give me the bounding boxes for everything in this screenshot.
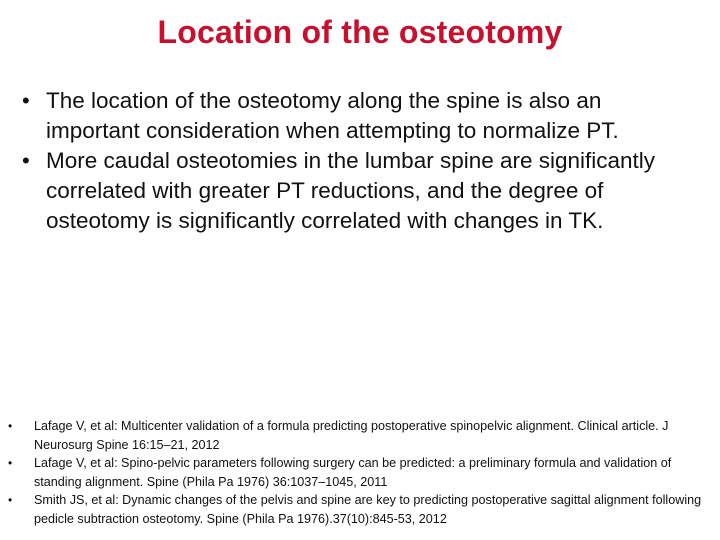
bullet-text: The location of the osteotomy along the spine is also an important consideration when attempting to normalize PT. bbox=[46, 88, 619, 143]
reference-item bbox=[8, 417, 708, 454]
reference-text: Lafage V, et al: Spino-pelvic parameters following surgery can be predicted: a preliminary formula and validation of standing alignment. Spine (Phila Pa 1976) 36:1037–1045, 2011 bbox=[34, 456, 672, 489]
bullet-dot-icon: • bbox=[8, 493, 13, 507]
reference-item bbox=[8, 454, 708, 491]
reference-text: Lafage V, et al: Multicenter validation of a formula predicting postoperative spinopelvic alignment. Clinical article. J Neurosurg Spine 16:15–21, 2012 bbox=[34, 419, 669, 452]
main-bullet-list bbox=[22, 86, 694, 236]
reference-text: Smith JS, et al: Dynamic changes of the pelvis and spine are key to predicting postoperative sagittal alignment following pedicle subtraction osteotomy. Spine (Phila Pa 1976).37(10):845-53, 2012 bbox=[34, 493, 702, 526]
bullet-text: More caudal osteotomies in the lumbar spine are significantly correlated with greater PT reductions, and the degree of osteotomy is significantly correlated with changes in TK. bbox=[46, 148, 656, 233]
reference-item bbox=[8, 491, 708, 528]
bullet-dot-icon: • bbox=[22, 148, 30, 173]
bullet-dot-icon: • bbox=[8, 419, 13, 433]
bullet-item bbox=[22, 146, 694, 236]
reference-list bbox=[8, 417, 708, 528]
bullet-dot-icon: • bbox=[8, 456, 13, 470]
slide-title: Location of the osteotomy bbox=[157, 14, 563, 50]
bullet-dot-icon: • bbox=[22, 88, 30, 113]
bullet-item bbox=[22, 86, 694, 146]
